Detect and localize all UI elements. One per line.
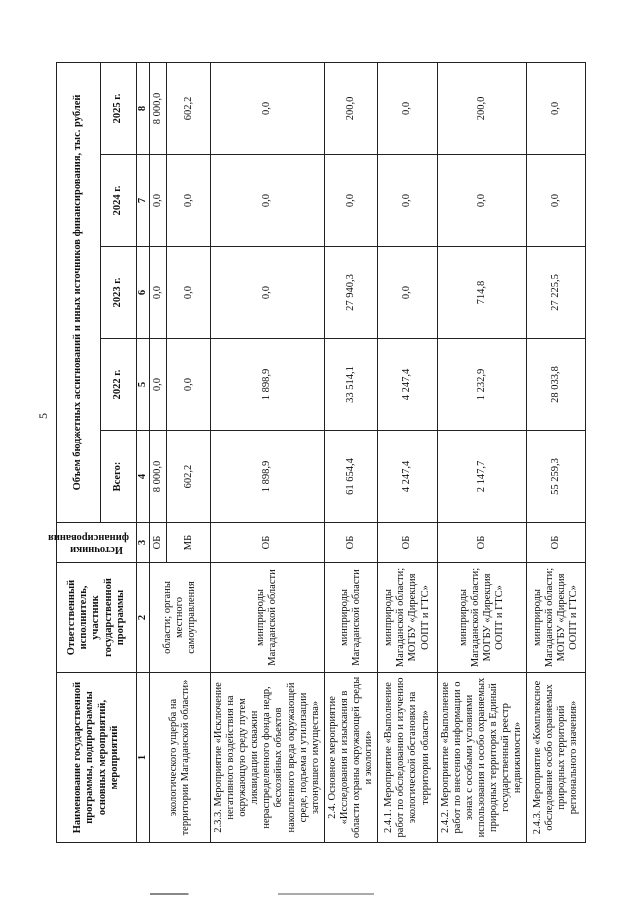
col-num-6: 6 [137, 247, 150, 339]
col-num-4: 4 [137, 431, 150, 523]
row-2022: 28 033,8 [527, 339, 586, 431]
row-total: 61 654,4 [324, 431, 377, 523]
row-name: 2.4.2. Мероприятие «Выполнение работ по внесению информации о зонах с особыми условиями использования и особо охраняемых природных территорях в Единый государственный реестр недвижимости» [437, 673, 526, 843]
row-total: 55 259,3 [527, 431, 586, 523]
col-num-1: 1 [137, 673, 150, 843]
header-responsible: Ответственный исполнитель, участник государственной программы [57, 563, 137, 673]
row-responsible: минприроды Магаданской области [211, 563, 325, 673]
row-total: 4 247,4 [377, 431, 437, 523]
row-2024: 0,0 [437, 155, 526, 247]
table-row [527, 62, 586, 842]
row-2022: 33 514,1 [324, 339, 377, 431]
row-source: ОБ [211, 523, 325, 563]
row-2025: 0,0 [377, 62, 437, 154]
header-2025: 2025 г. [101, 62, 137, 154]
scan-edge-mark [150, 893, 470, 895]
row-2023: 0,0 [150, 247, 167, 339]
row-2023: 0,0 [211, 247, 325, 339]
col-num-2: 2 [137, 563, 150, 673]
row-2025: 8 000,0 [150, 62, 167, 154]
row-source: МБ [167, 523, 211, 563]
row-2023: 27 225,5 [527, 247, 586, 339]
row-source: ОБ [377, 523, 437, 563]
table-row [324, 62, 377, 842]
row-2025: 602,2 [167, 62, 211, 154]
header-source-text: Источники финансирования [47, 531, 129, 555]
col-num-8: 8 [137, 62, 150, 154]
row-source: ОБ [324, 523, 377, 563]
row-responsible: минприроды Магаданской области [324, 563, 377, 673]
header-2022: 2022 г. [101, 339, 137, 431]
row-name: 2.3.3. Мероприятие «Исключение негативного воздействия на окружающую среду путем ликвидации скважин нераспределенного фонда недр, бесхозяйных объектов накопленного вреда окружающей среде, подъема и утилизации затонувшего имущества» [211, 673, 325, 843]
table-row [437, 62, 526, 842]
table-row [150, 62, 167, 842]
header-2024: 2024 г. [101, 155, 137, 247]
row-responsible: минприроды Магаданской области; МОГБУ «Дирекция ООПТ и ГТС» [527, 563, 586, 673]
row-2023: 714,8 [437, 247, 526, 339]
row-name: 2.4.3. Мероприятие «Комплексное обследование особо охраняемых природных территорий регионального значения» [527, 673, 586, 843]
row-source: ОБ [527, 523, 586, 563]
row-source: ОБ [150, 523, 167, 563]
col-num-3: 3 [137, 523, 150, 563]
rotated-page [47, 63, 586, 843]
header-funding-group: Объем бюджетных ассигнований и иных источников финансирования, тыс. рублей [57, 62, 101, 522]
row-2022: 0,0 [150, 339, 167, 431]
row-responsible: минприроды Магаданской области; МОГБУ «Дирекция ООПТ и ГТС» [437, 563, 526, 673]
row-2024: 0,0 [377, 155, 437, 247]
row-2025: 0,0 [211, 62, 325, 154]
row-2022: 1 232,9 [437, 339, 526, 431]
row-total: 8 000,0 [150, 431, 167, 523]
row-name: экологического ущерба на территории Магаданской области» [150, 673, 211, 843]
header-2023: 2023 г. [101, 247, 137, 339]
row-responsible: минприроды Магаданской области; МОГБУ «Дирекция ООПТ и ГТС» [377, 563, 437, 673]
row-2025: 0,0 [527, 62, 586, 154]
row-2022: 0,0 [167, 339, 211, 431]
col-num-5: 5 [137, 339, 150, 431]
row-2024: 0,0 [324, 155, 377, 247]
header-name: Наименование государственной программы, подпрограммы основных мероприятий, мероприятий [57, 673, 137, 843]
row-2023: 27 940,3 [324, 247, 377, 339]
row-total: 2 147,7 [437, 431, 526, 523]
row-2022: 1 898,9 [211, 339, 325, 431]
col-num-7: 7 [137, 155, 150, 247]
row-name: 2.4. Основное мероприятие «Исследования и изыскания в области охраны окружающей среды и экологии» [324, 673, 377, 843]
table-row [377, 62, 437, 842]
row-2022: 4 247,4 [377, 339, 437, 431]
row-2024: 0,0 [211, 155, 325, 247]
table-row [211, 62, 325, 842]
row-2024: 0,0 [150, 155, 167, 247]
row-total: 602,2 [167, 431, 211, 523]
row-2025: 200,0 [437, 62, 526, 154]
row-responsible: области; органы местного самоуправления [150, 563, 211, 673]
row-source: ОБ [437, 523, 526, 563]
funding-table [47, 62, 586, 843]
header-source [47, 523, 137, 563]
row-2023: 0,0 [377, 247, 437, 339]
row-name: 2.4.1. Мероприятие «Выполнение работ по обследованию и изучению экологической обстановки на территории области» [377, 673, 437, 843]
header-total: Всего: [101, 431, 137, 523]
row-total: 1 898,9 [211, 431, 325, 523]
row-2023: 0,0 [167, 247, 211, 339]
row-2024: 0,0 [167, 155, 211, 247]
row-2025: 200,0 [324, 62, 377, 154]
row-2024: 0,0 [527, 155, 586, 247]
page-number: 5 [36, 413, 50, 419]
